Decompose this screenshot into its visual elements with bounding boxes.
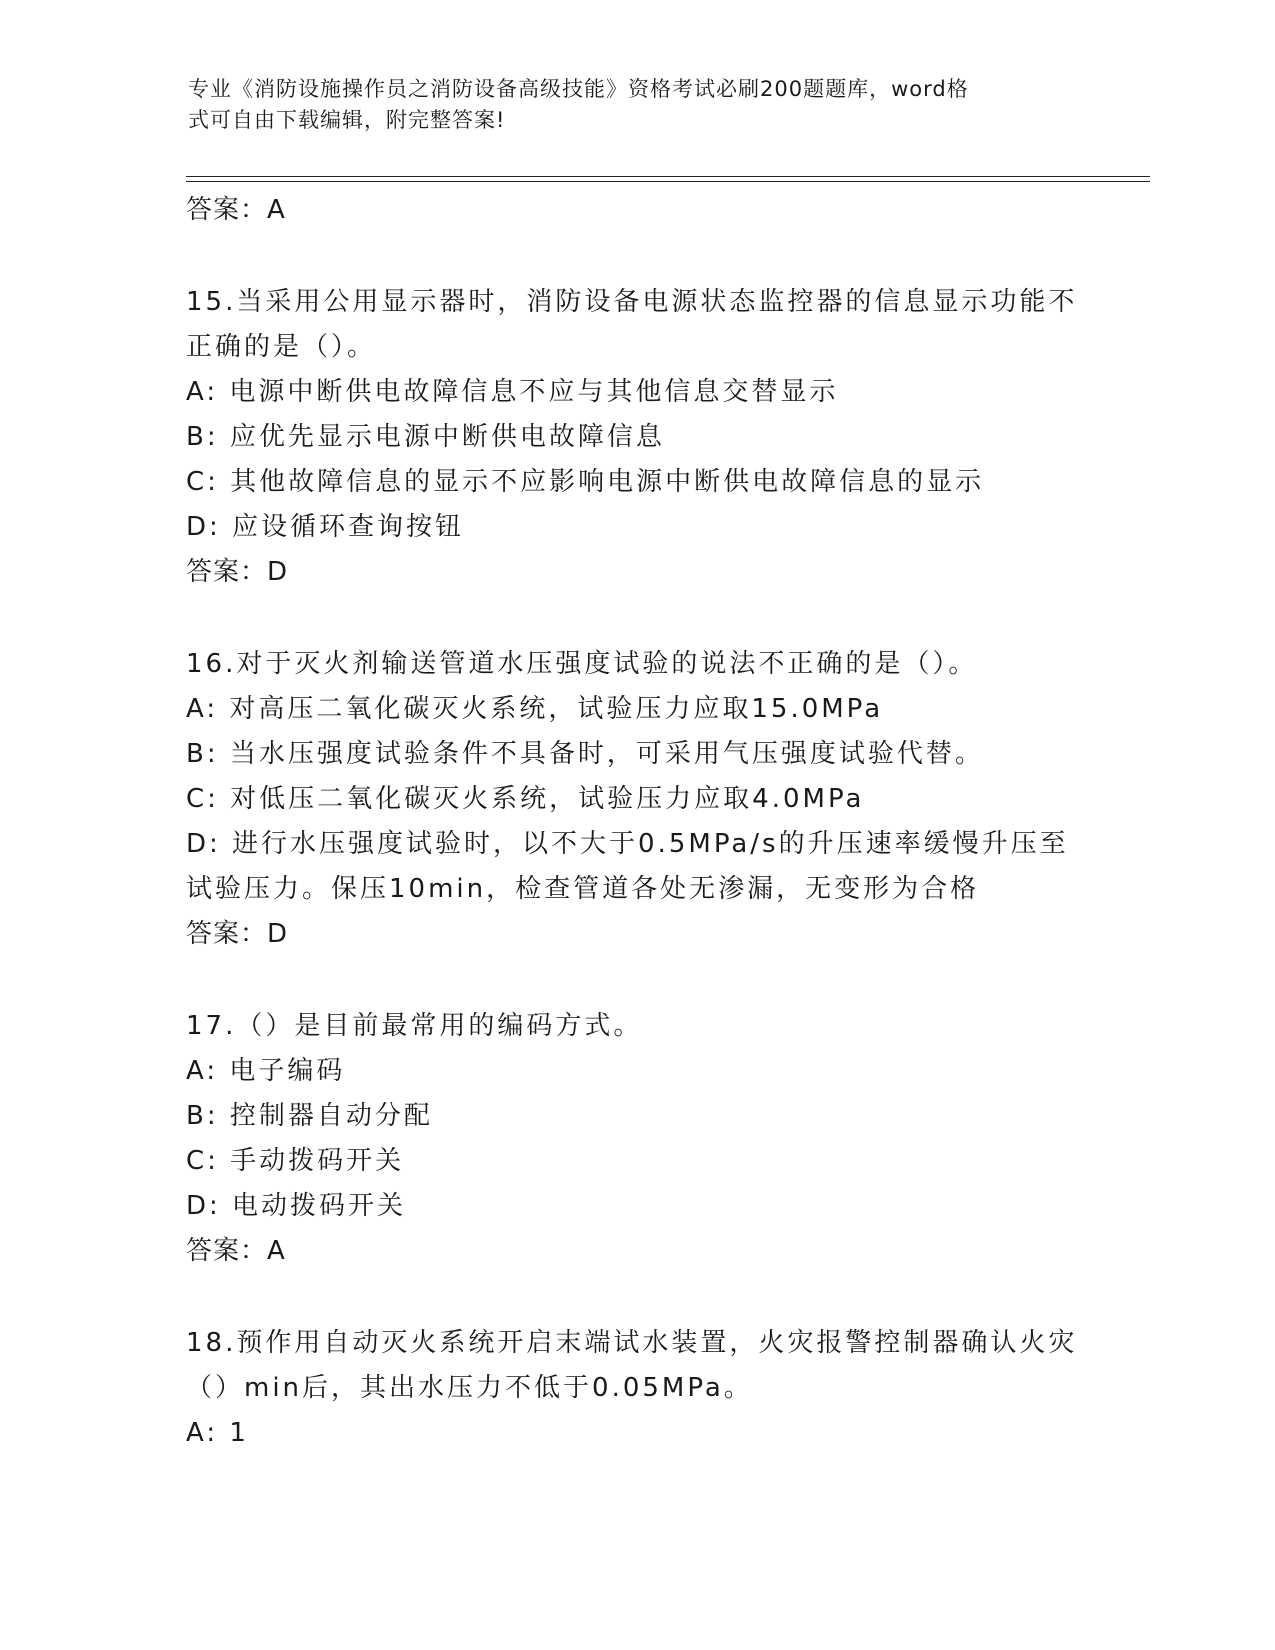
option-b: B: 应优先显示电源中断供电故障信息 — [186, 422, 665, 452]
answer: 答案：D — [186, 557, 289, 587]
question-16 — [186, 642, 1086, 957]
question-stem: 17.（）是目前最常用的编码方式。 — [186, 1011, 643, 1041]
header-title-line-1: 专业《消防设施操作员之消防设备高级技能》资格考试必刷200题题库，word格 — [188, 77, 969, 101]
document-header — [188, 74, 1068, 136]
question-stem: （）min后，其出水压力不低于0.05MPa。 — [186, 1373, 753, 1403]
option-d: D: 应设循环查询按钮 — [186, 512, 465, 542]
option-c: C: 手动拨码开关 — [186, 1146, 405, 1176]
header-title-line-2: 式可自由下载编辑，附完整答案! — [188, 108, 506, 132]
question-stem: 正确的是（）。 — [186, 332, 377, 362]
option-c: C: 对低压二氧化碳灭火系统，试验压力应取4.0MPa — [186, 784, 865, 814]
option-c: C: 其他故障信息的显示不应影响电源中断供电故障信息的显示 — [186, 467, 985, 497]
header-divider — [186, 176, 1150, 182]
option-a: A: 电源中断供电故障信息不应与其他信息交替显示 — [186, 377, 839, 407]
option-a: A: 1 — [186, 1418, 249, 1448]
option-d: D: 电动拨码开关 — [186, 1191, 407, 1221]
question-17 — [186, 1004, 1086, 1274]
option-a: A: 电子编码 — [186, 1056, 346, 1086]
answer: 答案：D — [186, 919, 289, 949]
question-list — [186, 188, 1086, 1456]
question-15 — [186, 280, 1086, 595]
question-stem: 15.当采用公用显示器时，消防设备电源状态监控器的信息显示功能不 — [186, 287, 1078, 317]
option-d-continued: 试验压力。保压10min，检查管道各处无渗漏，无变形为合格 — [186, 874, 980, 904]
question-18 — [186, 1321, 1086, 1456]
question-stem: 16.对于灭火剂输送管道水压强度试验的说法不正确的是（）。 — [186, 649, 978, 679]
option-a: A: 对高压二氧化碳灭火系统，试验压力应取15.0MPa — [186, 694, 884, 724]
option-b: B: 控制器自动分配 — [186, 1101, 433, 1131]
question-stem: 18.预作用自动灭火系统开启末端试水装置，火灾报警控制器确认火灾 — [186, 1328, 1078, 1358]
answer-previous: 答案：A — [186, 195, 286, 225]
answer: 答案：A — [186, 1236, 286, 1266]
option-b: B: 当水压强度试验条件不具备时，可采用气压强度试验代替。 — [186, 739, 984, 769]
option-d: D: 进行水压强度试验时，以不大于0.5MPa/s的升压速率缓慢升压至 — [186, 829, 1069, 859]
